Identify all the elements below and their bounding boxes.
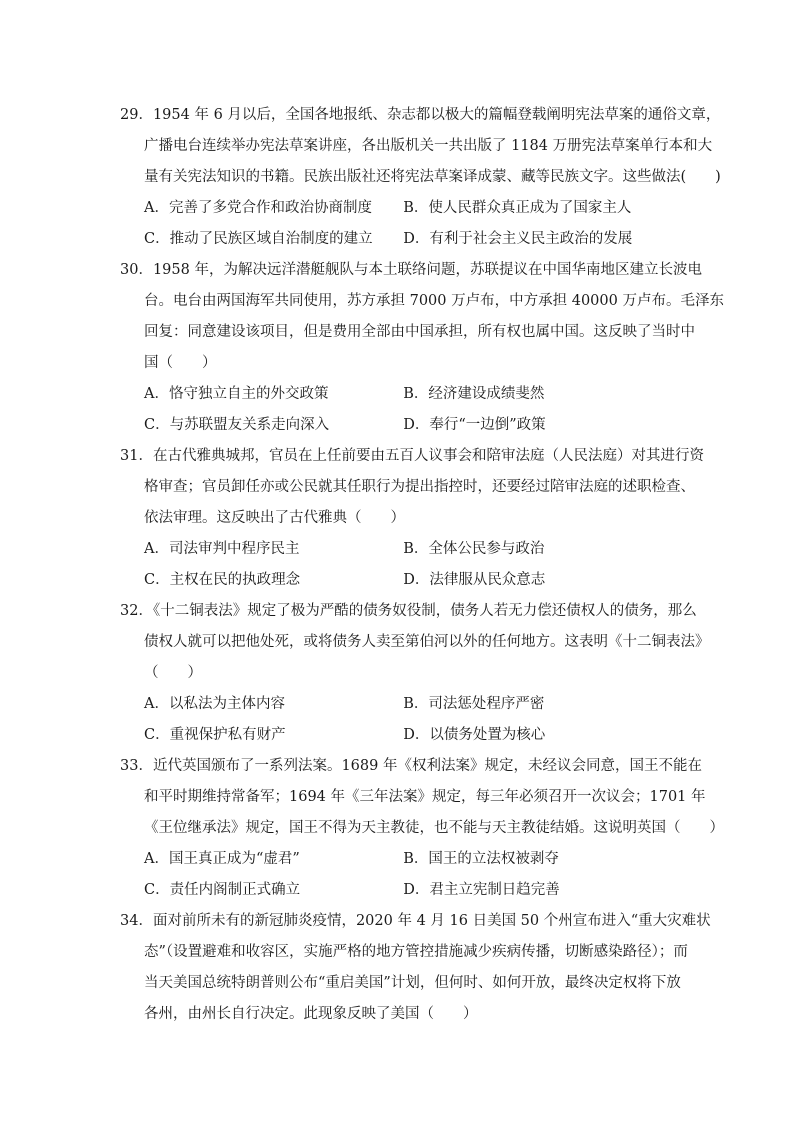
option-d: D．有利于社会主义民主政治的发展 bbox=[403, 231, 633, 247]
stem-line: 量有关宪法知识的书籍。民族出版社还将宪法草案译成蒙、藏等民族文字。这些做法( ) bbox=[144, 169, 721, 185]
question-stem bbox=[120, 441, 704, 534]
stem-line: 格审查；官员卸任亦或公民就其任职行为提出指控时，还要经过陪审法庭的述职检查、 bbox=[144, 479, 695, 495]
stem-line: 国（ ） bbox=[144, 355, 217, 371]
question-29 bbox=[120, 100, 721, 255]
question-stem bbox=[120, 906, 711, 1030]
question-stem bbox=[120, 596, 710, 689]
option-d: D．君主立宪制日趋完善 bbox=[403, 882, 560, 898]
options bbox=[120, 193, 684, 255]
question-32 bbox=[120, 596, 710, 751]
options bbox=[120, 844, 684, 906]
stem-line: 《王位继承法》规定，国王不得为天主教徒，也不能与天主教徒结婚。这说明英国（ ） bbox=[144, 820, 724, 836]
question-33 bbox=[120, 751, 724, 906]
question-stem bbox=[120, 255, 724, 379]
stem-line: 债权人就可以把他处死，或将债务人卖至第伯河以外的任何地方。这表明《十二铜表法》 bbox=[144, 634, 710, 650]
option-d: D．以债务处置为核心 bbox=[403, 727, 546, 743]
stem-line: 30．1958 年，为解决远洋潜艇舰队与本土联络问题，苏联提议在中国华南地区建立长波电 bbox=[120, 262, 702, 278]
question-31 bbox=[120, 441, 704, 596]
option-b: B．经济建设成绩斐然 bbox=[403, 386, 545, 402]
option-a: A．完善了多党合作和政治协商制度 bbox=[144, 200, 372, 216]
option-c: C．主权在民的执政理念 bbox=[144, 572, 301, 588]
stem-line: 31．在古代雅典城邦，官员在上任前要由五百人议事会和陪审法庭（人民法庭）对其进行资 bbox=[120, 448, 704, 464]
option-a: A．以私法为主体内容 bbox=[144, 696, 285, 712]
option-d: D．奉行“一边倒”政策 bbox=[403, 417, 546, 433]
option-b: B．国王的立法权被剥夺 bbox=[403, 851, 559, 867]
question-30 bbox=[120, 255, 724, 441]
stem-line: 和平时期维持常备军；1694 年《三年法案》规定，每三年必须召开一次议会；1701 年 bbox=[144, 789, 706, 805]
option-d: D．法律服从民众意志 bbox=[403, 572, 546, 588]
question-stem bbox=[120, 100, 721, 193]
options bbox=[120, 689, 684, 751]
option-a: A．国王真正成为“虚君” bbox=[144, 851, 300, 867]
option-c: C．重视保护私有财产 bbox=[144, 727, 286, 743]
stem-line: 29．1954 年 6 月以后，全国各地报纸、杂志都以极大的篇幅登载阐明宪法草案的通俗文章， bbox=[120, 107, 721, 123]
option-b: B．司法惩处程序严密 bbox=[403, 696, 545, 712]
option-b: B．全体公民参与政治 bbox=[403, 541, 545, 557]
stem-line: （ ） bbox=[144, 665, 202, 681]
option-a: A．司法审判中程序民主 bbox=[144, 541, 300, 557]
option-c: C．责任内阁制正式确立 bbox=[144, 882, 301, 898]
stem-line: 32．《十二铜表法》规定了极为严酷的债务奴役制，债务人若无力偿还债权人的债务，那么 bbox=[120, 603, 697, 619]
option-b: B．使人民群众真正成为了国家主人 bbox=[403, 200, 632, 216]
question-34 bbox=[120, 906, 711, 1030]
options bbox=[120, 379, 684, 441]
stem-line: 态”（设置避难和收容区，实施严格的地方管控措施减少疾病传播，切断感染路径）；而 bbox=[144, 944, 688, 960]
stem-line: 广播电台连续举办宪法草案讲座，各出版机关一共出版了 1184 万册宪法草案单行本和大 bbox=[144, 138, 713, 154]
options bbox=[120, 534, 684, 596]
stem-line: 33．近代英国颁布了一系列法案。1689 年《权利法案》规定，未经议会同意，国王不能在 bbox=[120, 758, 702, 774]
question-stem bbox=[120, 751, 724, 844]
option-a: A．恪守独立自主的外交政策 bbox=[144, 386, 329, 402]
stem-line: 当天美国总统特朗普则公布“重启美国”计划，但何时、如何开放，最终决定权将下放 bbox=[144, 975, 681, 991]
option-c: C．推动了民族区域自治制度的建立 bbox=[144, 231, 373, 247]
stem-line: 34．面对前所未有的新冠肺炎疫情，2020 年 4 月 16 日美国 50 个州宣布进入“重大灾难状 bbox=[120, 913, 711, 929]
stem-line: 各州，由州长自行决定。此现象反映了美国（ ） bbox=[144, 1006, 478, 1022]
stem-line: 回复：同意建设该项目，但是费用全部由中国承担，所有权也属中国。这反映了当时中 bbox=[144, 324, 695, 340]
stem-line: 依法审理。这反映出了古代雅典（ ） bbox=[144, 510, 405, 526]
option-c: C．与苏联盟友关系走向深入 bbox=[144, 417, 330, 433]
stem-line: 台。电台由两国海军共同使用，苏方承担 7000 万卢布，中方承担 40000 万卢布。毛泽东 bbox=[144, 293, 724, 309]
